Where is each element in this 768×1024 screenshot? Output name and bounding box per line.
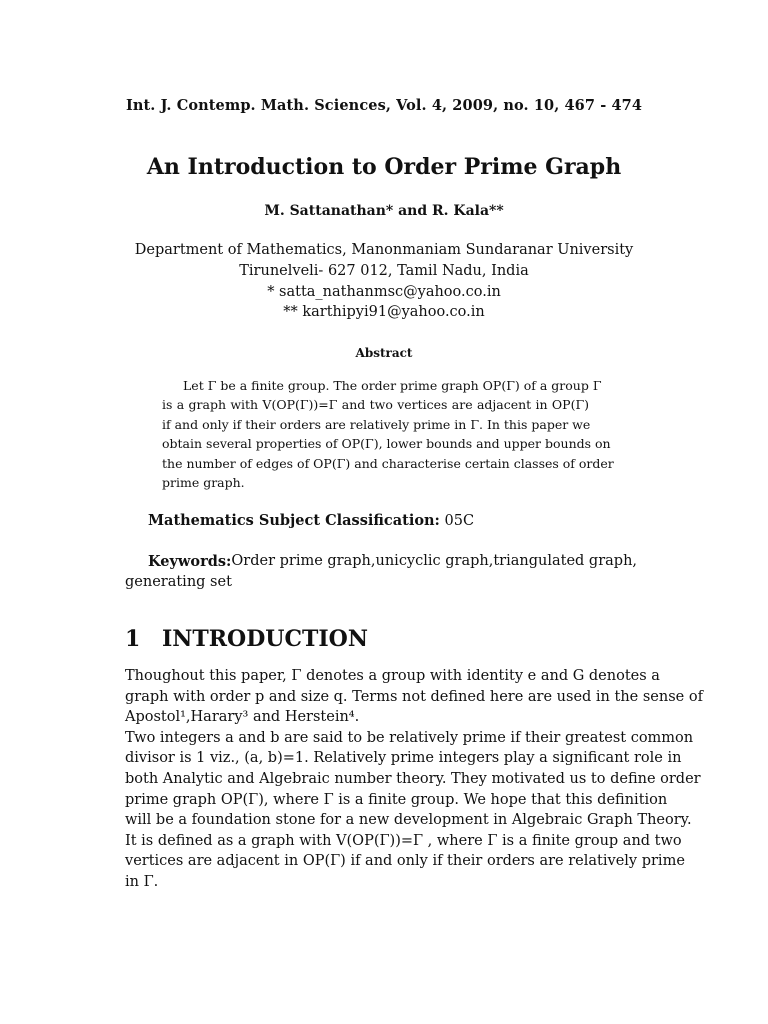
affiliation-email-1: * satta_nathanmsc@yahoo.co.in	[267, 284, 501, 300]
body-line: Two integers a and b are said to be relatively prime if their greatest common	[125, 729, 694, 746]
abstract-line: prime graph.	[162, 475, 245, 491]
body-line: divisor is 1 viz., (a, b)=1. Relatively prime integers play a significant role in	[125, 750, 682, 767]
body-line: Thoughout this paper, Γ denotes a group with identity e and G denotes a	[125, 668, 660, 684]
body-line: both Analytic and Algebraic number theory. They motivated us to define order	[125, 770, 701, 787]
paper-authors: M. Sattanathan* and R. Kala**	[264, 203, 504, 219]
affiliation-email-2: ** karthipyi91@yahoo.co.in	[283, 304, 485, 320]
paper-title: An Introduction to Order Prime Graph	[146, 154, 622, 180]
section-number: 1	[125, 626, 141, 652]
section-title: INTRODUCTION	[162, 626, 368, 652]
body-line: prime graph OP(Γ), where Γ is a finite group. We hope that this definition	[125, 791, 668, 808]
body-line: in Γ.	[125, 873, 159, 890]
abstract-body	[162, 376, 614, 492]
section-heading	[125, 626, 368, 652]
keywords-line	[148, 553, 638, 570]
keyword-item: Order prime graph,	[231, 553, 376, 569]
abstract-line: if and only if their orders are relatively prime in Γ. In this paper we	[162, 416, 591, 432]
body-line: will be a foundation stone for a new development in Algebraic Graph Theory.	[125, 812, 692, 829]
keyword-continuation: generating set	[125, 574, 232, 590]
keyword-item: triangulated graph,	[493, 553, 638, 569]
abstract-line: obtain several properties of OP(Γ), lower bounds and upper bounds on	[162, 436, 611, 452]
journal-citation: Int. J. Contemp. Math. Sciences, Vol. 4, 2009, no. 10, 467 - 474	[125, 97, 643, 114]
abstract-heading: Abstract	[355, 346, 413, 360]
msc-value: 05C	[444, 513, 475, 529]
keyword-item: unicyclic graph,	[375, 553, 494, 569]
body-line: It is defined as a graph with V(OP(Γ))=Γ , where Γ is a finite group and two	[125, 832, 682, 849]
abstract-line: is a graph with V(OP(Γ))=Γ and two vertices are adjacent in OP(Γ)	[162, 397, 589, 413]
affiliation-address: Tirunelveli- 627 012, Tamil Nadu, India	[239, 263, 529, 279]
keywords-label: Keywords:	[148, 553, 232, 570]
introduction-body	[125, 666, 703, 893]
abstract-line: Let Γ be a finite group. The order prime graph OP(Γ) of a group Γ	[183, 378, 602, 393]
body-line: Apostol¹,Harary³ and Herstein⁴.	[125, 709, 360, 726]
affiliation-department: Department of Mathematics, Manonmaniam Sundaranar University	[134, 242, 634, 258]
body-line: graph with order p and size q. Terms not defined here are used in the sense of	[125, 688, 703, 705]
msc-label: Mathematics Subject Classification:	[148, 512, 440, 529]
body-line: vertices are adjacent in OP(Γ) if and only if their orders are relatively prime	[125, 853, 685, 870]
abstract-line: the number of edges of OP(Γ) and characterise certain classes of order	[162, 455, 614, 471]
subject-classification	[148, 512, 474, 529]
